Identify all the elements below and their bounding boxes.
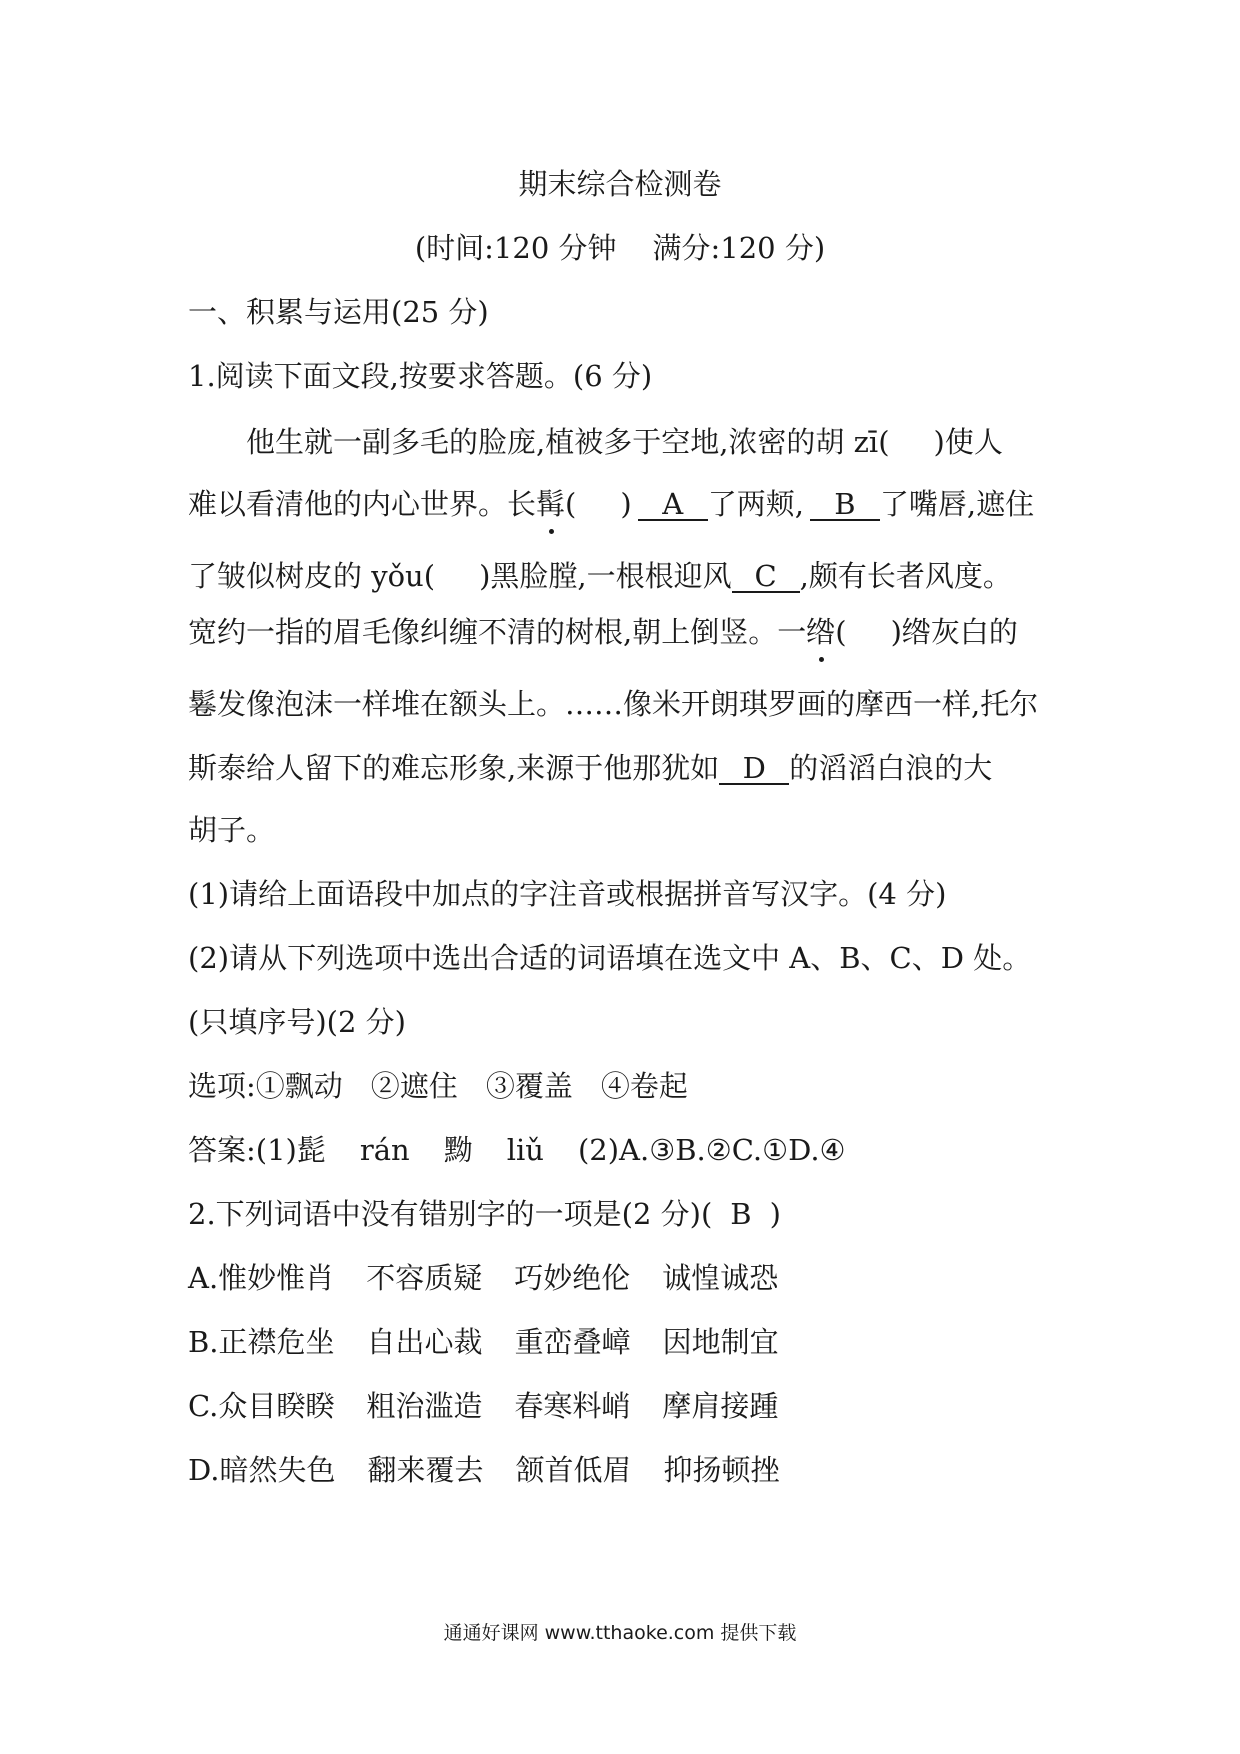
choice-label: B. [188,1325,219,1359]
passage-text: 他生就一副多毛的脸庞,植被多于空地,浓密的胡 zī( [246,425,890,459]
choice-word: 粗治滥造 [366,1389,483,1423]
passage-text: 的滔滔白浪的大 [789,751,993,785]
blank-a: A [638,489,708,521]
time-info: (时间:120 分钟 [414,231,617,265]
choice-b [188,1322,779,1362]
option: ②遮住 [370,1069,458,1103]
sub-question-1: (1)请给上面语段中加点的字注音或根据拼音写汉字。(4 分) [188,877,947,911]
answer-label: 答案:(1) [188,1133,297,1167]
passage-text: ,颇有长者风度。 [799,559,1012,593]
passage-text: )绺灰白的 [890,615,1018,649]
sub-question-2-note: (只填序号)(2 分) [188,1005,406,1039]
option: ③覆盖 [485,1069,573,1103]
choice-word: 不容质疑 [366,1261,483,1295]
passage-text: )使人 [933,425,1003,459]
section-heading: 一、积累与运用(25 分) [188,295,489,329]
choice-label: D. [188,1453,220,1487]
answer-part: 髭 [296,1133,326,1167]
choice-a [188,1258,778,1298]
sub-question-2: (2)请从下列选项中选出合适的词语填在选文中 A、B、C、D 处。 [188,941,1032,975]
passage-text: ( [565,487,577,521]
passage-text: 难以看清他的内心世界。长 [188,487,537,521]
passage-text: 了嘴唇,遮住 [879,487,1035,521]
blank-d: D [719,753,789,785]
question-1-stem: 1.阅读下面文段,按要求答题。(6 分) [188,359,653,393]
choice-word: 颔首低眉 [515,1453,632,1487]
passage-text: 宽约一指的眉毛像纠缠不清的树根,朝上倒竖。一 [188,615,807,649]
option: ④卷起 [600,1069,688,1103]
choice-word: 春寒料峭 [514,1389,631,1423]
options-label: 选项: [188,1069,256,1103]
choice-word: 重峦叠嶂 [514,1325,631,1359]
choice-word: 自出心裁 [366,1325,483,1359]
choice-d [188,1450,780,1490]
question-text: ) [769,1197,781,1231]
passage-line-1 [246,422,1003,462]
choice-word: 巧妙绝伦 [514,1261,631,1295]
passage-text: ) [620,487,632,521]
question-2-stem [188,1194,781,1234]
passage-line-7: 胡子。 [188,813,276,847]
options-row [188,1066,688,1106]
answer-part: liǔ [506,1133,544,1167]
dotted-char: 绺 [806,612,835,652]
answer-part: (2)A.③B.②C.①D.④ [577,1133,846,1167]
passage-line-5: 鬈发像泡沫一样堆在额头上。……像米开朗琪罗画的摩西一样,托尔 [188,687,1039,721]
page-title: 期末综合检测卷 [518,167,722,201]
passage-text: 了两颊, [707,487,804,521]
passage-line-2 [188,484,1034,524]
answer-row [188,1130,846,1170]
dotted-char: 髯 [536,484,565,524]
passage-text: ( [835,615,847,649]
choice-word: 正襟危坐 [218,1325,335,1359]
passage-line-3 [188,556,1012,596]
answer-part: rán [359,1133,410,1167]
choice-word: 惟妙惟肖 [218,1261,335,1295]
choice-label: C. [188,1389,219,1423]
choice-word: 抑扬顿挫 [663,1453,780,1487]
choice-word: 因地制宜 [662,1325,779,1359]
question-2-answer: B [730,1197,752,1231]
score-info: 满分:120 分) [652,231,826,265]
exam-subtitle [0,228,1240,268]
passage-text: 了皱似树皮的 yǒu( [188,559,436,593]
choice-word: 诚惶诚恐 [662,1261,779,1295]
choice-word: 摩肩接踵 [662,1389,779,1423]
choice-label: A. [188,1261,219,1295]
blank-b: B [810,489,880,521]
footer-credit: 通通好课网 www.tthaoke.com 提供下载 [443,1622,797,1644]
choice-word: 暗然失色 [219,1453,336,1487]
blank-c: C [732,561,800,593]
question-text: 2.下列词语中没有错别字的一项是(2 分)( [188,1197,713,1231]
choice-word: 众目睽睽 [218,1389,335,1423]
option: ①飘动 [255,1069,343,1103]
passage-text: )黑脸膛,一根根迎风 [479,559,732,593]
passage-line-6 [188,748,992,788]
passage-line-4 [188,612,1018,652]
choice-word: 翻来覆去 [367,1453,484,1487]
choice-c [188,1386,778,1426]
passage-text: 斯泰给人留下的难忘形象,来源于他那犹如 [188,751,720,785]
answer-part: 黝 [443,1133,473,1167]
